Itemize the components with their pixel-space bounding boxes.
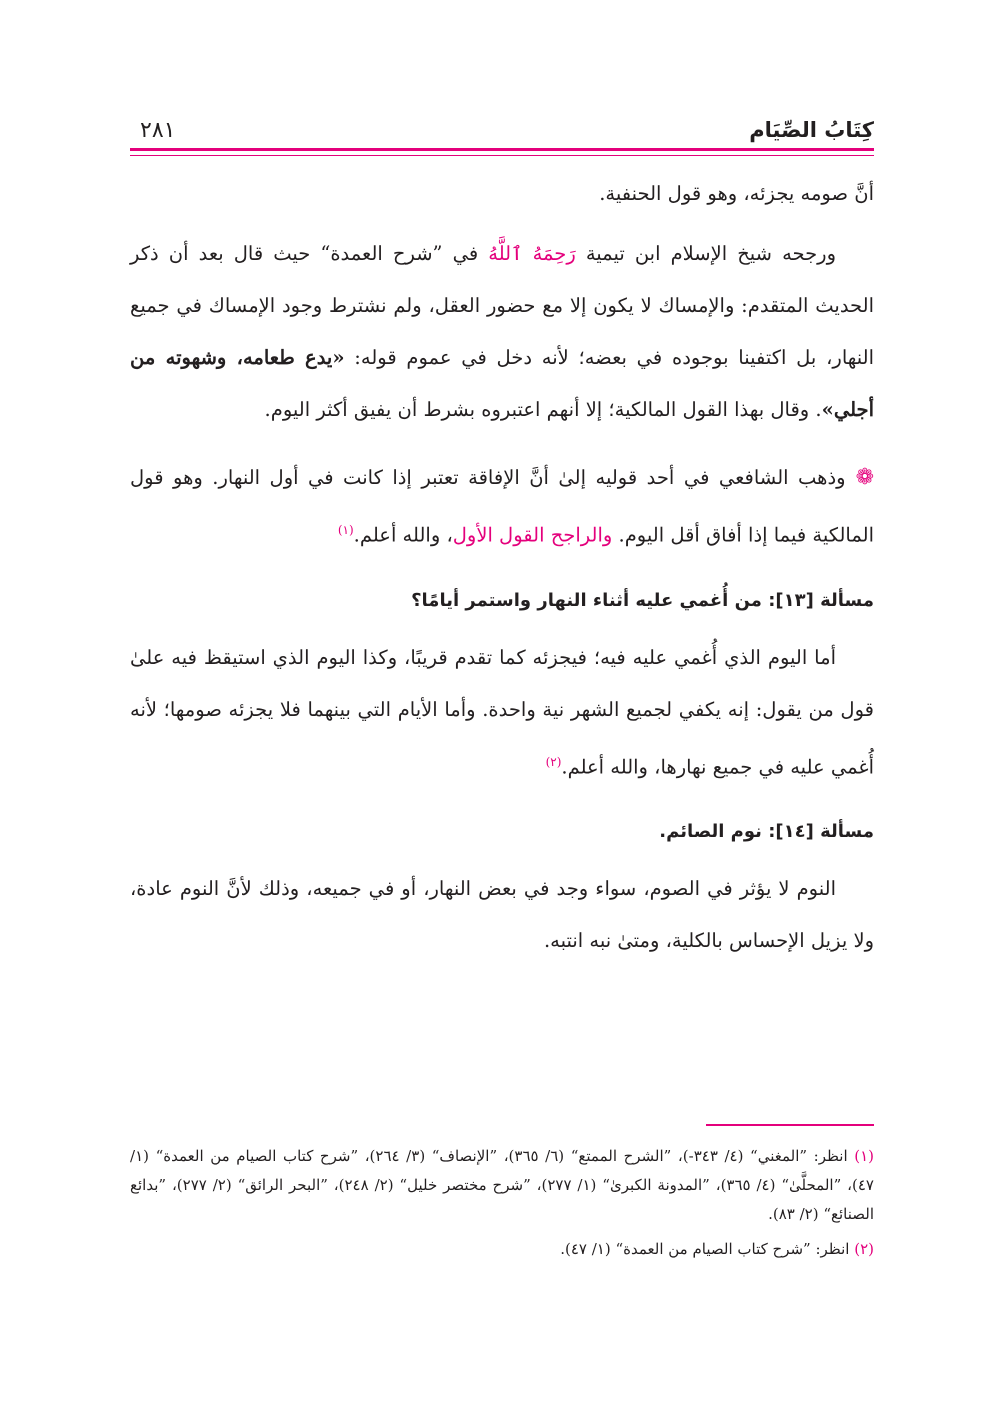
issue-13-title: من أُغمي عليه أثناء النهار واستمر أيامًا؟ (411, 589, 769, 611)
hadith-quote: «يدع طعامه، وشهوته من أجلي» (130, 346, 874, 421)
page-header (130, 112, 874, 152)
footnote-separator (706, 1124, 874, 1126)
p2-text-e: . وقال بهذا القول المالكية؛ إلا أنهم اعتبروه بشرط أن يفيق أكثر اليوم. (264, 398, 822, 421)
book-page (130, 0, 874, 1418)
issue-14-heading (130, 807, 874, 857)
footnote-2 (130, 1235, 874, 1264)
flower-ornament-icon: ❁ (855, 465, 874, 490)
issue-13-number: مسألة [١٣]: (768, 589, 874, 611)
p3-text-a: وذهب الشافعي في أحد قوليه إلىٰ أنَّ الإفاقة تعتبر إذا كانت في أول النهار. وهو قول المالكية فيما إذا أفاق أقل اليوم. (130, 466, 874, 547)
preferred-opinion: والراجح القول الأول (452, 523, 613, 547)
p4-text: أما اليوم الذي أُغمي عليه فيه؛ فيجزئه كما تقدم قريبًا، وكذا اليوم الذي استيقظ فيه علىٰ قول من يقول: إنه يكفي لجميع الشهر نية واحدة. وأما الأيام التي بينهما فلا يجزئه صومها؛ لأنه أُغمي عليه في جميع نهارها، والله أعلم. (130, 645, 874, 778)
running-title: كِتَابُ الصِّيَام (749, 118, 874, 142)
book-title-ref: ”شرح العمدة“ (320, 242, 443, 265)
footnote-1-text: انظر: ”المغني“ (٤/ ٣٤٣-)، ”الشرح الممتع“ (٦/ ٣٦٥)، ”الإنصاف“ (٣/ ٢٦٤)، ”شرح كتاب الصيام من العمدة“ (١/ ٤٧)، ”المحلَّىٰ“ (٤/ ٣٦٥)، ”المدونة الكبرىٰ“ (١/ ٢٧٧)، ”شرح مختصر خليل“ (٢/ ٢٤٨)، ”البحر الرائق“ (٢/ ٢٧٧)، ”بدائع الصنائع“ (٢/ ٨٣). (130, 1147, 874, 1223)
main-text (130, 168, 874, 967)
p3-text-b: ، والله أعلم. (353, 523, 453, 547)
honorific-glyph: رَحِمَهُ ٱللَّهُ (488, 242, 576, 265)
header-rule-thin (130, 155, 874, 156)
p2-text-a: ورجحه شيخ الإسلام ابن تيمية (575, 242, 837, 265)
paragraph-4 (130, 632, 874, 794)
p2-text-b: في (442, 242, 489, 265)
footnote-1-number: (١) (854, 1147, 874, 1165)
paragraph-5: النوم لا يؤثر في الصوم، سواء وجد في بعض النهار، أو في جميعه، وذلك لأنَّ النوم عادة، ولا يزيل الإحساس بالكلية، ومتىٰ نبه انتبه. (130, 877, 874, 952)
header-rule-thick (130, 148, 874, 151)
p2-text-d: حيث قال بعد أن ذكر الحديث المتقدم: والإمساك لا يكون إلا مع حضور العقل، ولم نشترط وجود الإمساك في جميع النهار، بل اكتفينا بوجوده في بعضه؛ لأنه دخل في عموم قوله: (130, 242, 874, 369)
footnote-1 (130, 1142, 874, 1229)
paragraph-3 (130, 452, 874, 562)
paragraph-2 (130, 228, 874, 436)
issue-14-number: مسألة [١٤]: (768, 821, 874, 842)
paragraph-1: أنَّ صومه يجزئه، وهو قول الحنفية. (599, 182, 874, 205)
issue-13-heading (130, 576, 874, 626)
footnotes (130, 1142, 874, 1264)
footnote-2-number: (٢) (854, 1240, 874, 1258)
page-number: ٢٨١ (140, 118, 176, 143)
footnote-2-text: انظر: ”شرح كتاب الصيام من العمدة“ (١/ ٤٧). (560, 1240, 855, 1258)
issue-14-title: نوم الصائم. (659, 821, 769, 842)
footnote-ref-1[interactable]: (١) (337, 523, 354, 537)
footnote-ref-2[interactable]: (٢) (545, 754, 562, 769)
